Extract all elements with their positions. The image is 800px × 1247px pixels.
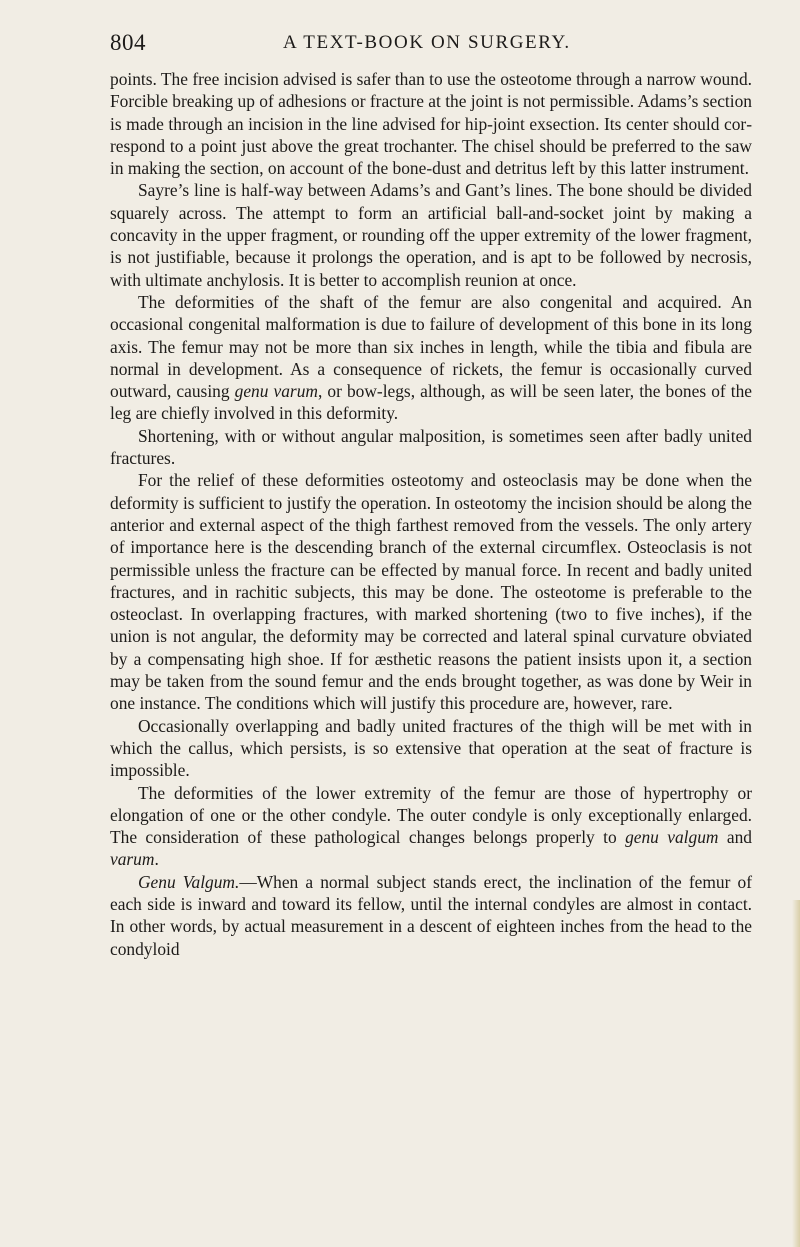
paragraph-7-text-b: and — [718, 827, 752, 848]
paragraph-1: points. The free incision advised is safer than to use the osteotome through a narrow wound. Forcible breaking up of adhesions or fracture at the joint is not permissible. Adams’s section is made through an incision in the line advised for hip-joint exsection. Its center should correspond to a point just above the great trochanter. The chisel should be preferred to the saw in making the section, on account of the bone-dust and detritus left by this latter instrument. — [110, 69, 752, 179]
paragraph-2: Sayre’s line is half-way between Adams’s and Gant’s lines. The bone should be divided squarely across. The attempt to form an artificial ball-and-socket joint by making a concavity in the upper fragment, or rounding off the upper extremity of the lower fragment, is not justifiable, because it prolongs the operation, and is apt to be followed by necrosis, with ultimate anchylosis. It is better to accomplish reunion at once. — [110, 180, 752, 290]
running-head — [110, 30, 752, 62]
varum-term: varum — [110, 849, 155, 870]
page-number: 804 — [110, 30, 146, 55]
paragraph-7-text-c: . — [154, 849, 159, 870]
paragraph-3-text-b: , or bow-legs, although, as will be seen later, the bones of the leg are chiefly involved in this deformity. — [110, 381, 753, 424]
paragraph-8-text: —When a normal subject stands erect, the inclination of the femur of each side is inward and toward its fellow, until the internal condyles are almost in contact. In other words, by actual measurement in a descent of eighteen inches from the head to the condyloid — [110, 871, 752, 959]
genu-varum-term: genu varum — [234, 381, 318, 402]
paragraph-4: Shortening, with or without angular malposition, is sometimes seen after badly united fractures. — [110, 425, 752, 469]
paragraph-7-text-a: The deformities of the lower extremity of the femur are those of hypertrophy or elongation of one or the other condyle. The outer condyle is only exceptionally enlarged. The consideration of these pathological changes belongs properly to — [110, 782, 752, 848]
running-title: A TEXT-BOOK ON SURGERY. — [283, 32, 571, 53]
paragraph-8 — [110, 871, 752, 960]
paragraph-3-text-a: The deformities of the shaft of the femur are also congenital and acquired. An occasional congenital malformation is due to failure of development of this bone in its long axis. The femur may not be more than six inches in length, while the tibia and fibula are normal in development. As a consequence of rickets, the femur is occasionally curved outward, causing — [110, 291, 752, 402]
paragraph-3 — [110, 291, 752, 425]
paragraph-7 — [110, 782, 752, 871]
body-text — [110, 68, 752, 960]
page-edge-shading — [792, 900, 800, 1247]
section-heading-genu-valgum: Genu Valgum. — [138, 871, 240, 892]
paragraph-6: Occasionally overlapping and badly united fractures of the thigh will be met with in which the callus, which persists, is so extensive that operation at the seat of fracture is impossible. — [110, 715, 752, 781]
paragraph-5: For the relief of these deformities osteotomy and osteoclasis may be done when the deformity is sufficient to justify the operation. In osteotomy the incision should be along the anterior and external aspect of the thigh farthest removed from the vessels. The only artery of importance here is the descending branch of the external circumflex. Osteoclasis is not permissible unless the fracture can be effected by manual force. In recent and badly united fractures, and in rachitic subjects, this may be done. The osteotome is preferable to the osteoclast. In overlapping fractures, with marked shortening (two to five inches), if the union is not angular, the deformity may be corrected and lateral spinal curvature obviated by a compensating high shoe. If for æsthetic reasons the patient insists upon it, a section may be taken from the sound femur and the ends brought together, as was done by Weir in one instance. The conditions which will justify this procedure are, however, rare. — [110, 470, 752, 714]
genu-valgum-term: genu valgum — [625, 827, 719, 848]
